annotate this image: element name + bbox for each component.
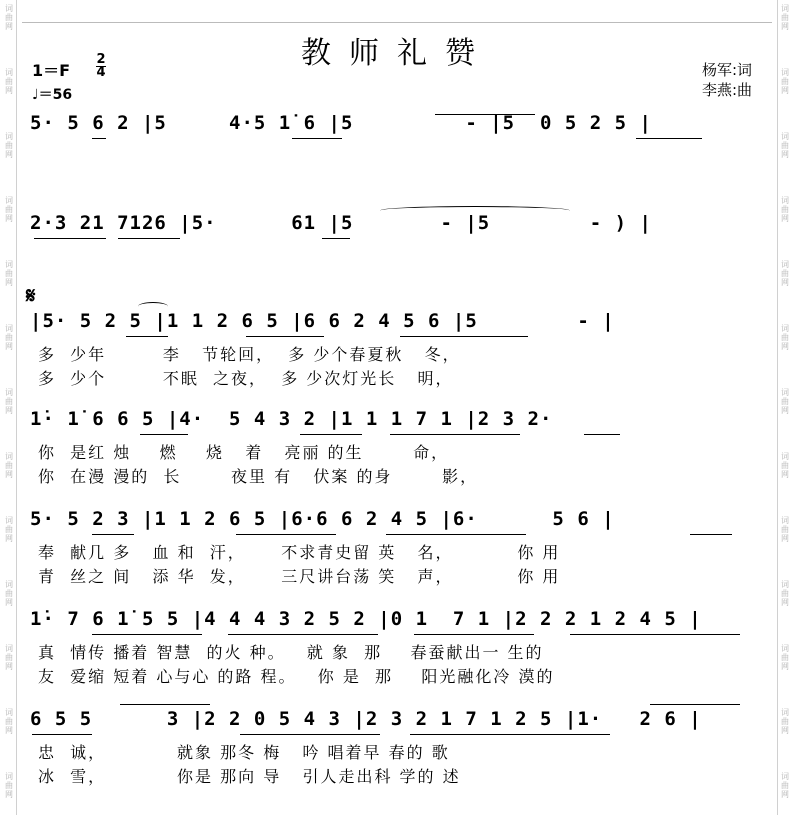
notation-line: 1̇· 7 6 1̇ 5 5 |4 4 4 3 2 5 2 |0 1 7 1 |2 2 2 1 2 4 5 | bbox=[30, 608, 702, 630]
tempo-marking: ♩＝56 bbox=[32, 87, 73, 103]
beam-line bbox=[126, 336, 168, 337]
beam-line bbox=[584, 434, 620, 435]
notation-line: 2·3 21 7126 |5· 61 |5 - |5 - ) | bbox=[30, 212, 652, 234]
beam-line bbox=[690, 534, 732, 535]
beam-line bbox=[414, 634, 534, 635]
beam-line bbox=[300, 434, 362, 435]
beam-line bbox=[570, 634, 740, 635]
beam-line bbox=[140, 434, 188, 435]
beam-line bbox=[386, 534, 526, 535]
beam-line bbox=[228, 634, 378, 635]
notation-line: |5· 5 2 5 |1 1 2 6 5 |6 6 2 4 5 6 |5 - | bbox=[30, 310, 615, 332]
lyric-verse-2: 多 少个 不眠 之夜， 多 少次灯光长 明， bbox=[38, 369, 454, 388]
slur bbox=[138, 302, 168, 311]
notation-line: 5· 5 6 2 |5 4·5 1̇ 6 |5 - |5 0 5 2 5 | bbox=[30, 112, 652, 134]
lyric-verse-2: 你 在漫 漫的 长 夜里 有 伏案 的身 影， bbox=[38, 467, 479, 486]
beam-line bbox=[240, 734, 380, 735]
beam-line bbox=[400, 336, 528, 337]
tie-line bbox=[435, 114, 535, 115]
lyric-verse-2: 友 爱缩 短着 心与心 的路 程。 你 是 那 阳光融化冷 漠的 bbox=[38, 667, 555, 686]
beam-line bbox=[410, 734, 610, 735]
tie-line bbox=[650, 704, 740, 705]
beam-line bbox=[636, 138, 702, 139]
meter-bottom: 4 bbox=[96, 65, 106, 80]
credits bbox=[702, 60, 752, 100]
beam-line bbox=[34, 238, 106, 239]
lyric-verse-1: 奉 献几 多 血 和 汗， 不求青史留 英 名， 你 用 bbox=[38, 543, 561, 562]
top-rule bbox=[22, 22, 772, 23]
segno-sign: 𝄋 bbox=[26, 284, 36, 309]
lyric-verse-2: 冰 雪， 你是 那向 导 引人走出科 学的 述 bbox=[38, 767, 461, 786]
lyric-verse-2: 青 丝之 间 添 华 发， 三尺讲台荡 笑 声， 你 用 bbox=[38, 567, 561, 586]
beam-line bbox=[118, 238, 180, 239]
beam-line bbox=[92, 534, 134, 535]
lyric-verse-1: 忠 诚， 就象 那冬 梅 吟 唱着早 春的 歌 bbox=[38, 743, 450, 762]
lyric-verse-1: 多 少年 李 节轮回， 多 少个春夏秋 冬， bbox=[38, 345, 461, 364]
notation-line: 1̇· 1̇ 6 6 5 |4· 5 4 3 2 |1 1 1 7 1 |2 3 2· bbox=[30, 408, 553, 430]
beam-line bbox=[32, 734, 92, 735]
slur bbox=[380, 206, 570, 215]
beam-line bbox=[246, 336, 324, 337]
lyricist: 杨军:词 bbox=[701, 61, 752, 79]
beam-line bbox=[292, 138, 342, 139]
notation-line: 6 5 5 3 |2 2 0 5 4 3 |2 3 2 1 7 1 2 5 |1· 2 6 | bbox=[30, 708, 702, 730]
beam-line bbox=[236, 534, 336, 535]
beam-line bbox=[92, 138, 106, 139]
tie-line bbox=[120, 704, 210, 705]
notation-line: 5· 5 2 3 |1 1 2 6 5 |6·6 6 2 4 5 |6· 5 6 | bbox=[30, 508, 615, 530]
beam-line bbox=[92, 634, 202, 635]
lyric-verse-1: 真 情传 播着 智慧 的火 种。 就 象 那 春蚕献出一 生的 bbox=[38, 643, 544, 662]
beam-line bbox=[322, 238, 350, 239]
time-signature bbox=[96, 54, 106, 79]
composer: 李燕:曲 bbox=[701, 81, 752, 99]
beam-line bbox=[390, 434, 520, 435]
meter-top: 2 bbox=[96, 52, 106, 67]
watermark-right: 词 曲 网 词 曲 网 词 曲 网 词 曲 网 词 曲 网 词 曲 网 词 曲 网 词 曲 网 词 曲 网 词 曲 网 词 曲 网 词 曲 网 词 曲 网 bbox=[777, 0, 792, 815]
song-title: 教师礼赞 bbox=[301, 36, 493, 71]
key-signature: 1＝F bbox=[32, 61, 71, 80]
lyric-verse-1: 你 是红 烛 燃 烧 着 亮丽 的生 命， bbox=[38, 443, 450, 462]
watermark-left: 词 曲 网 词 曲 网 词 曲 网 词 曲 网 词 曲 网 词 曲 网 词 曲 网 词 曲 网 词 曲 网 词 曲 网 词 曲 网 词 曲 网 词 曲 网 bbox=[2, 0, 17, 815]
